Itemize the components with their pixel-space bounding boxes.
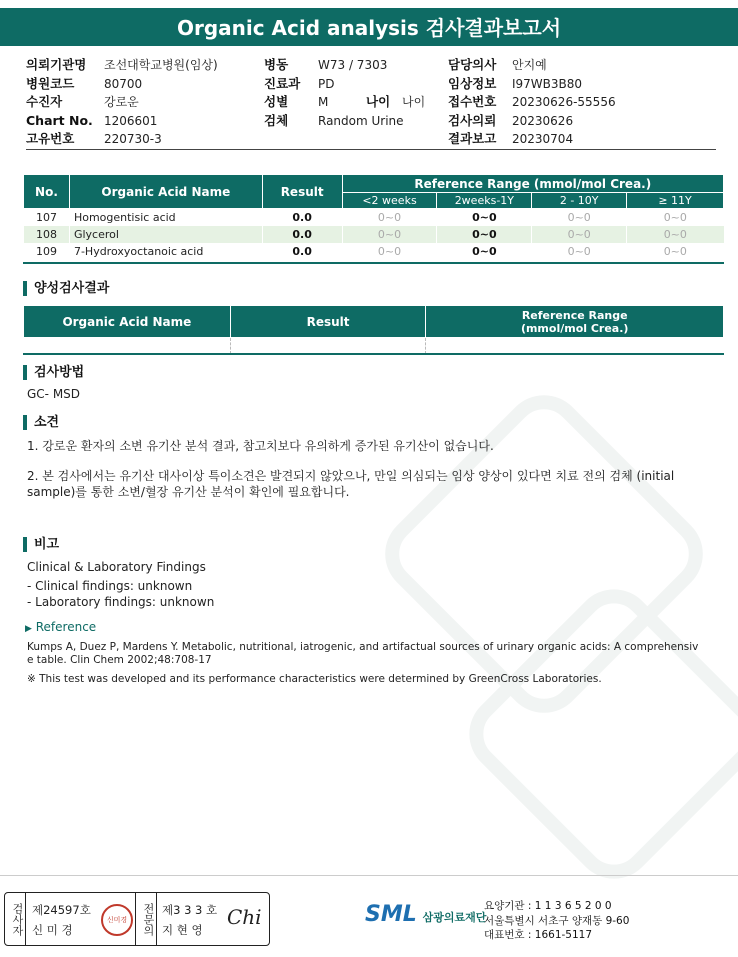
org-info: 요양기관 : 1 1 3 6 5 2 0 0 서울특별시 서초구 양재동 9-60 대표번호 : 1661-5117 — [484, 900, 630, 941]
tester-seal: 신미경 — [101, 904, 133, 936]
row-result: 0.0 — [262, 243, 342, 260]
info-value: 안지예 — [512, 58, 547, 72]
col-header-result: Result — [230, 306, 426, 338]
section-title-notes: 비고 — [23, 537, 59, 552]
col-header-no: No. — [24, 175, 70, 209]
col-header-reference: Reference Range (mmol/mol Crea.) — [426, 306, 724, 338]
age-value: 나이 — [402, 95, 426, 109]
doctor-label: 전문의 — [135, 893, 157, 945]
col-header-result: Result — [262, 175, 342, 209]
section-title-positive: 양성검사결과 — [23, 281, 109, 296]
info-label: 성별 — [264, 94, 289, 109]
notes-clinical: - Clinical findings: unknown — [27, 579, 193, 593]
row-result: 0.0 — [262, 226, 342, 243]
page-title: Organic Acid analysis 검사결과보고서 — [0, 8, 738, 46]
info-label: 진료과 — [264, 75, 301, 91]
table-row — [24, 243, 724, 260]
sml-logo-mark: SML — [365, 902, 417, 927]
info-label: 의뢰기관명 — [26, 57, 87, 72]
positive-table-bottom — [23, 353, 724, 355]
row-no: 109 — [24, 243, 70, 260]
info-value: PD — [318, 76, 335, 91]
row-result: 0.0 — [262, 209, 342, 227]
row-name: 7-Hydroxyoctanoic acid — [69, 243, 262, 260]
doctor-name: 지 현 영 — [162, 923, 203, 937]
patient-info — [26, 56, 716, 151]
info-label: 검사의뢰 — [448, 112, 497, 128]
info-label: 고유번호 — [26, 131, 75, 146]
row-ref: 0~0 — [342, 209, 437, 227]
info-value: M — [318, 95, 329, 109]
age-label: 나이 — [366, 94, 391, 109]
info-value: 80700 — [104, 76, 143, 91]
info-value: Random Urine — [318, 113, 404, 128]
age-group-header: 2 - 10Y — [532, 193, 627, 209]
section-title-findings: 소견 — [23, 415, 59, 430]
row-ref: 0~0 — [532, 226, 627, 243]
notes-laboratory: - Laboratory findings: unknown — [27, 595, 215, 609]
row-ref: 0~0 — [532, 243, 627, 260]
row-ref: 0~0 — [342, 226, 437, 243]
triangle-icon: ▶ — [25, 624, 32, 634]
info-label: Chart No. — [26, 112, 93, 128]
info-label: 수진자 — [26, 94, 63, 109]
finding-1: 1. 강로운 환자의 소변 유기산 분석 결과, 참고치보다 유의하게 증가된 유기산이 없습니다. — [27, 439, 494, 453]
row-ref: 0~0 — [627, 209, 724, 227]
info-label: 접수번호 — [448, 94, 497, 109]
positive-table — [23, 305, 724, 354]
row-ref: 0~0 — [627, 243, 724, 260]
row-ref: 0~0 — [627, 226, 724, 243]
row-name: Homogentisic acid — [69, 209, 262, 227]
age-group-header: <2 weeks — [342, 193, 437, 209]
info-label: 병원코드 — [26, 75, 75, 91]
info-value: 220730-3 — [104, 132, 162, 146]
info-value: 강로운 — [104, 95, 139, 109]
notes-heading: Clinical & Laboratory Findings — [27, 560, 206, 574]
tester-name: 신 미 경 — [32, 923, 73, 937]
footer — [0, 875, 738, 957]
table-row — [24, 226, 724, 243]
reference-label: ▶ Reference — [25, 620, 97, 634]
row-no: 107 — [24, 209, 70, 227]
age-group-header: 2weeks-1Y — [437, 193, 532, 209]
table-row — [24, 209, 724, 227]
doctor-id: 제3 3 3 호 — [162, 903, 218, 917]
table-bottom-border — [23, 262, 724, 264]
col-header-name: Organic Acid Name — [69, 175, 262, 209]
col-header-name: Organic Acid Name — [24, 306, 231, 338]
tester-label: 검사자 — [5, 893, 26, 945]
info-value: W73 / 7303 — [318, 58, 388, 72]
disclaimer-note: ※ This test was developed and its performance characteristics were determined by GreenCross Laboratories. — [27, 673, 602, 685]
sml-logo — [365, 902, 486, 936]
info-label: 검체 — [264, 112, 289, 128]
reference-text: Kumps A, Duez P, Mardens Y. Metabolic, nutritional, iatrogenic, and artifactual sources of urinary organic acids: A comprehensiv e table. Clin Chem 2002;48:708-17 — [27, 641, 699, 666]
sml-logo-name: 삼광의료재단 — [422, 911, 487, 924]
method-value: GC- MSD — [27, 387, 81, 401]
section-title-method: 검사방법 — [23, 365, 84, 380]
row-ref: 0~0 — [437, 209, 532, 227]
age-group-header: ≥ 11Y — [627, 193, 724, 209]
row-ref: 0~0 — [342, 243, 437, 260]
info-value: 1206601 — [104, 113, 158, 128]
info-label: 임상정보 — [448, 75, 497, 91]
results-table — [23, 174, 724, 260]
info-label: 결과보고 — [448, 131, 497, 146]
info-label: 병동 — [264, 57, 289, 72]
row-ref: 0~0 — [532, 209, 627, 227]
row-ref: 0~0 — [437, 243, 532, 260]
signature-box — [4, 892, 270, 946]
row-ref: 0~0 — [437, 226, 532, 243]
divider — [26, 149, 716, 150]
doctor-signature: Chi — [227, 905, 262, 929]
info-value: 조선대학교병원(임상) — [104, 58, 218, 72]
row-no: 108 — [24, 226, 70, 243]
info-value: 20230626-55556 — [512, 95, 616, 109]
info-label: 담당의사 — [448, 57, 497, 72]
info-value: I97WB3B80 — [512, 76, 583, 91]
info-value: 20230704 — [512, 132, 574, 146]
row-name: Glycerol — [69, 226, 262, 243]
info-value: 20230626 — [512, 113, 574, 128]
col-header-reference: Reference Range (mmol/mol Crea.) — [342, 175, 723, 193]
finding-2: 2. 본 검사에서는 유기산 대사이상 특이소견은 발견되지 않았으나, 만일 의심되는 임상 양상이 있다면 치료 전의 검체 (initial sample)를 통한 소변/혈장 유기산 분석이 확인에 필요합니다. — [27, 469, 675, 499]
tester-id: 제24597호 — [32, 903, 91, 917]
